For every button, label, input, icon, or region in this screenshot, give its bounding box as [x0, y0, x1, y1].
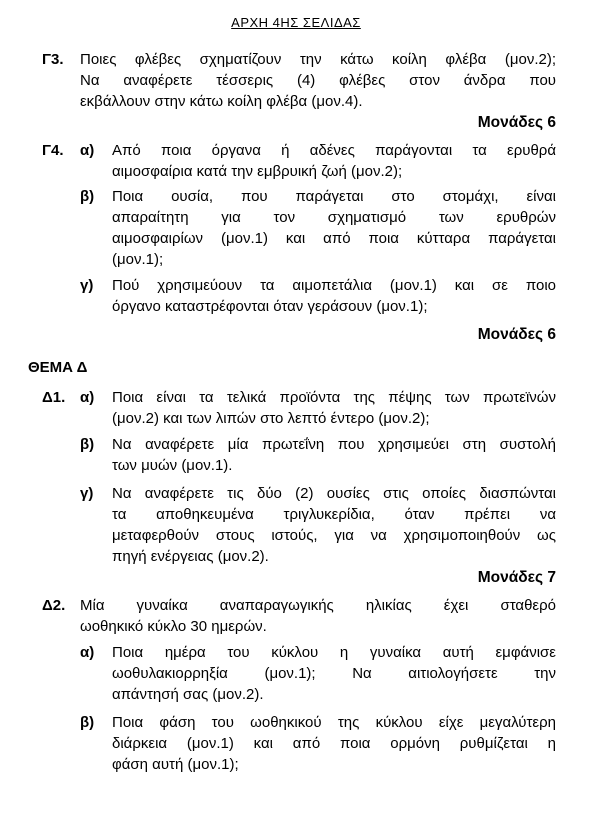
d2-b-line-1: Ποια φάση του ωοθηκικού της κύκλου είχε μεγαλύτερη — [112, 714, 556, 731]
g4-b-line-4: (μον.1); — [112, 251, 164, 268]
d2-a-line-2: ωοθυλακιορρηξία (μον.1); Να αιτιολογήσετε την — [112, 665, 556, 682]
d1-b-line-2: των μυών (μον.1). — [112, 457, 233, 474]
d1-a-line-2: (μον.2) και των λιπών στο λεπτό έντερο (μον.2); — [112, 410, 430, 427]
g4-b-line-2: απαραίτητη για τον σχηματισμό των ερυθρών — [112, 209, 556, 226]
d2-b-label: β) — [80, 714, 95, 731]
d2-b-line-2: διάρκεια (μον.1) και από ποια ορμόνη ρυθμίζεται η — [112, 735, 556, 752]
g4-c-line-1: Πού χρησιμεύουν τα αιμοπετάλια (μον.1) και σε ποιο — [112, 277, 556, 294]
d1-a-line-1: Ποια είναι τα τελικά προϊόντα της πέψης των πρωτεϊνών — [112, 389, 556, 406]
g3-line-3: εκβάλλουν στην κάτω κοίλη φλέβα (μον.4). — [80, 93, 363, 110]
question-label-d1: Δ1. — [42, 389, 66, 406]
d1-c-line-2: τα αποθηκευμένα τριγλυκερίδια, όταν πρέπει να — [112, 506, 556, 523]
g4-a-line-1: Από ποια όργανα ή αδένες παράγονται τα ερυθρά — [112, 142, 556, 159]
page-header-text: ΑΡΧΗ 4ΗΣ ΣΕΛΙΔΑΣ — [231, 15, 361, 30]
section-title-d: ΘΕΜΑ Δ — [28, 359, 88, 376]
g4-b-label: β) — [80, 188, 95, 205]
g4-b-line-3: αιμοσφαιρίων (μον.1) και από ποια κύτταρα παράγεται — [112, 230, 556, 247]
d1-b-line-1: Να αναφέρετε μία πρωτεΐνη που χρησιμεύει στη συστολή — [112, 436, 556, 453]
question-label-d2: Δ2. — [42, 597, 66, 614]
g3-line-2: Να αναφέρετε τέσσερις (4) φλέβες στον άνδρα που — [80, 72, 556, 89]
g4-a-label: α) — [80, 142, 95, 159]
d1-c-line-3: μεταφερθούν στους ιστούς, για να χρησιμοποιηθούν ως — [112, 527, 556, 544]
d2-line-1: Μία γυναίκα αναπαραγωγικής ηλικίας έχει σταθερό — [80, 597, 556, 614]
d1-c-line-4: πηγή ενέργειας (μον.2). — [112, 548, 269, 565]
g4-b-line-1: Ποια ουσία, που παράγεται στο στομάχι, είναι — [112, 188, 556, 205]
d1-b-label: β) — [80, 436, 95, 453]
d1-c-line-1: Να αναφέρετε τις δύο (2) ουσίες στις οποίες διασπώνται — [112, 485, 556, 502]
g4-c-label: γ) — [80, 277, 94, 294]
g3-line-1: Ποιες φλέβες σχηματίζουν την κάτω κοίλη φλέβα (μον.2); — [80, 51, 556, 68]
d2-line-2: ωοθηκικό κύκλο 30 ημερών. — [80, 618, 267, 635]
d2-a-line-3: απάντησή σας (μον.2). — [112, 686, 264, 703]
d2-b-line-3: φάση αυτή (μον.1); — [112, 756, 239, 773]
g3-marks: Μονάδες 6 — [477, 114, 556, 131]
g4-marks: Μονάδες 6 — [477, 326, 556, 343]
d2-a-label: α) — [80, 644, 95, 661]
question-label-g4: Γ4. — [42, 142, 64, 159]
d1-a-label: α) — [80, 389, 95, 406]
d1-c-label: γ) — [80, 485, 94, 502]
question-label-g3: Γ3. — [42, 51, 64, 68]
page-header — [0, 15, 592, 30]
g4-a-line-2: αιμοσφαίρια κατά την εμβρυική ζωή (μον.2); — [112, 163, 403, 180]
d1-marks: Μονάδες 7 — [477, 569, 556, 586]
d2-a-line-1: Ποια ημέρα του κύκλου η γυναίκα αυτή εμφάνισε — [112, 644, 556, 661]
g4-c-line-2: όργανο καταστρέφονται όταν γεράσουν (μον.1); — [112, 298, 428, 315]
